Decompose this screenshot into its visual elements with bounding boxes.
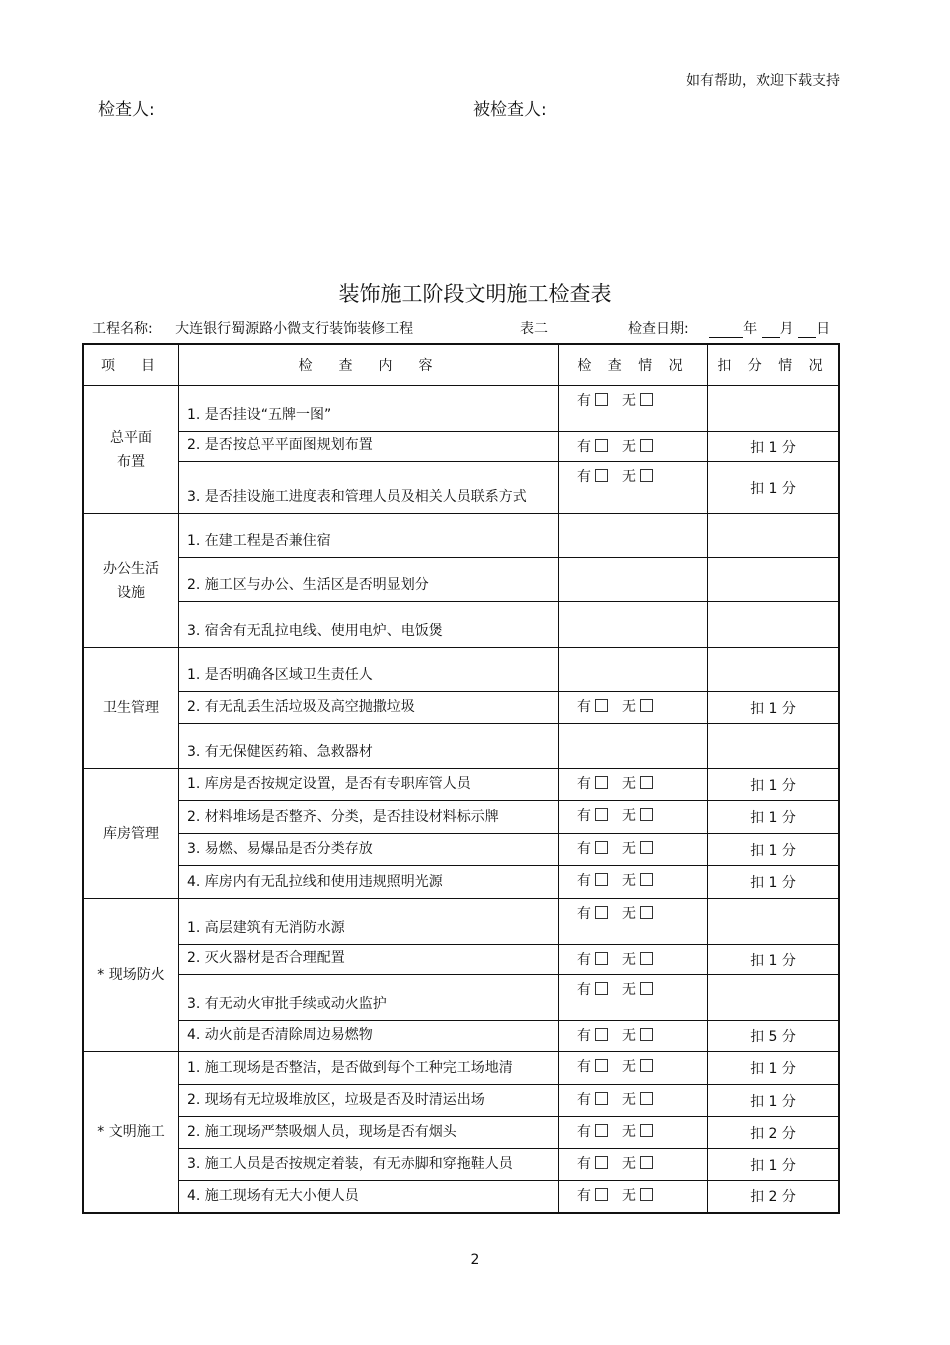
check-item: 1. 施工现场是否整洁，是否做到每个工种完工场地清 bbox=[179, 1052, 559, 1085]
deduction-cell: 扣 2 分 bbox=[708, 1117, 840, 1149]
table-row bbox=[83, 769, 839, 801]
table-row bbox=[83, 1149, 839, 1181]
no-label: 无 bbox=[622, 841, 636, 857]
yes-label: 有 bbox=[577, 1059, 591, 1075]
help-text: 如有帮助，欢迎下载支持 bbox=[686, 73, 840, 89]
no-label: 无 bbox=[622, 393, 636, 409]
check-item: 1. 是否挂设“五牌一图” bbox=[179, 386, 559, 432]
no-checkbox[interactable] bbox=[640, 393, 653, 406]
check-item: 4. 施工现场有无大小便人员 bbox=[179, 1181, 559, 1213]
yes-label: 有 bbox=[577, 439, 591, 455]
check-status-cell bbox=[559, 648, 708, 692]
deduction-cell: 扣 1 分 bbox=[708, 801, 840, 834]
page-number: 2 bbox=[470, 1252, 480, 1268]
check-item: 2. 有无乱丢生活垃圾及高空抛撒垃圾 bbox=[179, 692, 559, 724]
table-row bbox=[83, 462, 839, 514]
table-row bbox=[83, 386, 839, 432]
project-name: 大连银行蜀源路小微支行装饰装修工程 bbox=[175, 321, 414, 337]
yes-checkbox[interactable] bbox=[595, 469, 608, 482]
check-status-cell bbox=[559, 1052, 708, 1085]
no-label: 无 bbox=[622, 1059, 636, 1075]
yes-label: 有 bbox=[577, 841, 591, 857]
inspection-table bbox=[82, 343, 840, 1214]
no-label: 无 bbox=[622, 699, 636, 715]
check-item: 1. 是否明确各区域卫生责任人 bbox=[179, 648, 559, 692]
check-status-cell bbox=[559, 1085, 708, 1117]
deduction-cell: 扣 1 分 bbox=[708, 432, 840, 462]
no-checkbox[interactable] bbox=[640, 1028, 653, 1041]
table-body bbox=[83, 386, 839, 1213]
yes-label: 有 bbox=[577, 1188, 591, 1204]
project-label: 工程名称: bbox=[92, 321, 153, 337]
table-row bbox=[83, 692, 839, 724]
check-item: 1. 高层建筑有无消防水源 bbox=[179, 899, 559, 945]
no-label: 无 bbox=[622, 1092, 636, 1108]
deduction-cell: 扣 2 分 bbox=[708, 1181, 840, 1213]
yes-checkbox[interactable] bbox=[595, 1028, 608, 1041]
table-row bbox=[83, 602, 839, 648]
yes-label: 有 bbox=[577, 906, 591, 922]
deduction-cell: 扣 1 分 bbox=[708, 834, 840, 866]
check-status-cell bbox=[559, 462, 708, 514]
table-row bbox=[83, 801, 839, 834]
category-cell: 库房管理 bbox=[83, 769, 179, 899]
check-item: 3. 是否挂设施工进度表和管理人员及相关人员联系方式 bbox=[179, 462, 559, 514]
inspection-date bbox=[628, 318, 830, 338]
yes-label: 有 bbox=[577, 1028, 591, 1044]
no-checkbox[interactable] bbox=[640, 841, 653, 854]
check-status-cell bbox=[559, 724, 708, 769]
deduction-cell bbox=[708, 602, 840, 648]
col-header-item: 项 目 bbox=[83, 344, 179, 386]
check-item: 2. 灭火器材是否合理配置 bbox=[179, 945, 559, 975]
no-checkbox[interactable] bbox=[640, 982, 653, 995]
yes-checkbox[interactable] bbox=[595, 841, 608, 854]
check-item: 2. 是否按总平平面图规划布置 bbox=[179, 432, 559, 462]
yes-checkbox[interactable] bbox=[595, 439, 608, 452]
yes-checkbox[interactable] bbox=[595, 699, 608, 712]
check-status-cell bbox=[559, 1117, 708, 1149]
check-item: 4. 动火前是否清除周边易燃物 bbox=[179, 1021, 559, 1052]
check-status-cell bbox=[559, 432, 708, 462]
yes-checkbox[interactable] bbox=[595, 393, 608, 406]
category-cell: * 现场防火 bbox=[83, 899, 179, 1052]
col-header-deduct: 扣 分 情 况 bbox=[708, 344, 840, 386]
no-checkbox[interactable] bbox=[640, 1059, 653, 1072]
table-row bbox=[83, 1117, 839, 1149]
year-blank bbox=[709, 323, 743, 338]
table-row bbox=[83, 514, 839, 558]
header-row bbox=[83, 344, 839, 386]
deduction-cell bbox=[708, 899, 840, 945]
date-label: 检查日期: bbox=[628, 321, 689, 337]
yes-label: 有 bbox=[577, 393, 591, 409]
yes-checkbox[interactable] bbox=[595, 1124, 608, 1137]
deduction-cell bbox=[708, 724, 840, 769]
deduction-cell: 扣 1 分 bbox=[708, 769, 840, 801]
check-item: 2. 施工现场严禁吸烟人员，现场是否有烟头 bbox=[179, 1117, 559, 1149]
deduction-cell: 扣 5 分 bbox=[708, 1021, 840, 1052]
check-status-cell bbox=[559, 386, 708, 432]
check-status-cell bbox=[559, 801, 708, 834]
yes-label: 有 bbox=[577, 469, 591, 485]
deduction-cell: 扣 1 分 bbox=[708, 945, 840, 975]
check-item: 3. 宿舍有无乱拉电线、使用电炉、电饭煲 bbox=[179, 602, 559, 648]
table-number: 表二 bbox=[520, 321, 548, 337]
deduction-cell: 扣 1 分 bbox=[708, 1149, 840, 1181]
no-checkbox[interactable] bbox=[640, 1156, 653, 1169]
deduction-cell: 扣 1 分 bbox=[708, 866, 840, 899]
check-item: 2. 材料堆场是否整齐、分类，是否挂设材料标示牌 bbox=[179, 801, 559, 834]
yes-label: 有 bbox=[577, 1156, 591, 1172]
yes-label: 有 bbox=[577, 982, 591, 998]
check-status-cell bbox=[559, 1149, 708, 1181]
check-item: 3. 施工人员是否按规定着装，有无赤脚和穿拖鞋人员 bbox=[179, 1149, 559, 1181]
inspected-label: 被检查人: bbox=[473, 100, 547, 120]
check-status-cell bbox=[559, 1181, 708, 1213]
no-label: 无 bbox=[622, 808, 636, 824]
category-cell: 办公生活 设施 bbox=[83, 514, 179, 648]
no-checkbox[interactable] bbox=[640, 1092, 653, 1105]
deduction-cell bbox=[708, 558, 840, 602]
no-checkbox[interactable] bbox=[640, 469, 653, 482]
no-label: 无 bbox=[622, 1124, 636, 1140]
yes-label: 有 bbox=[577, 873, 591, 889]
yes-checkbox[interactable] bbox=[595, 1188, 608, 1201]
deduction-cell bbox=[708, 648, 840, 692]
check-item: 2. 施工区与办公、生活区是否明显划分 bbox=[179, 558, 559, 602]
table-row bbox=[83, 724, 839, 769]
no-checkbox[interactable] bbox=[640, 952, 653, 965]
month-blank bbox=[762, 323, 780, 338]
check-item: 3. 有无保健医药箱、急救器材 bbox=[179, 724, 559, 769]
no-label: 无 bbox=[622, 1188, 636, 1204]
yes-checkbox[interactable] bbox=[595, 1092, 608, 1105]
no-checkbox[interactable] bbox=[640, 808, 653, 821]
check-status-cell bbox=[559, 602, 708, 648]
check-item: 3. 易燃、易爆品是否分类存放 bbox=[179, 834, 559, 866]
inspector-label: 检查人: bbox=[98, 100, 155, 120]
page-title: 装饰施工阶段文明施工检查表 bbox=[338, 282, 612, 306]
col-header-check: 检 查 情 况 bbox=[559, 344, 708, 386]
table-row bbox=[83, 866, 839, 899]
no-label: 无 bbox=[622, 439, 636, 455]
yes-checkbox[interactable] bbox=[595, 1156, 608, 1169]
yes-label: 有 bbox=[577, 808, 591, 824]
check-status-cell bbox=[559, 866, 708, 899]
day-label: 日 bbox=[816, 321, 831, 337]
table-row bbox=[83, 648, 839, 692]
no-checkbox[interactable] bbox=[640, 1124, 653, 1137]
category-cell: 卫生管理 bbox=[83, 648, 179, 769]
check-item: 3. 有无动火审批手续或动火监护 bbox=[179, 975, 559, 1021]
no-label: 无 bbox=[622, 873, 636, 889]
yes-checkbox[interactable] bbox=[595, 906, 608, 919]
check-status-cell bbox=[559, 1021, 708, 1052]
check-status-cell bbox=[559, 514, 708, 558]
check-item: 2. 现场有无垃圾堆放区，垃圾是否及时清运出场 bbox=[179, 1085, 559, 1117]
table-row bbox=[83, 899, 839, 945]
deduction-cell: 扣 1 分 bbox=[708, 1052, 840, 1085]
check-status-cell bbox=[559, 899, 708, 945]
check-status-cell bbox=[559, 769, 708, 801]
yes-label: 有 bbox=[577, 952, 591, 968]
no-label: 无 bbox=[622, 1156, 636, 1172]
deduction-cell: 扣 1 分 bbox=[708, 692, 840, 724]
yes-label: 有 bbox=[577, 776, 591, 792]
table-row bbox=[83, 945, 839, 975]
no-label: 无 bbox=[622, 906, 636, 922]
check-item: 1. 库房是否按规定设置，是否有专职库管人员 bbox=[179, 769, 559, 801]
check-status-cell bbox=[559, 975, 708, 1021]
no-label: 无 bbox=[622, 469, 636, 485]
yes-label: 有 bbox=[577, 699, 591, 715]
no-checkbox[interactable] bbox=[640, 439, 653, 452]
yes-checkbox[interactable] bbox=[595, 1059, 608, 1072]
table-row bbox=[83, 975, 839, 1021]
yes-checkbox[interactable] bbox=[595, 952, 608, 965]
yes-checkbox[interactable] bbox=[595, 808, 608, 821]
category-cell: 总平面 布置 bbox=[83, 386, 179, 514]
check-status-cell bbox=[559, 834, 708, 866]
day-blank bbox=[798, 323, 816, 338]
yes-checkbox[interactable] bbox=[595, 982, 608, 995]
table-row bbox=[83, 1181, 839, 1213]
deduction-cell bbox=[708, 386, 840, 432]
month-label: 月 bbox=[779, 321, 794, 337]
year-label: 年 bbox=[743, 321, 758, 337]
check-item: 1. 在建工程是否兼住宿 bbox=[179, 514, 559, 558]
check-item: 4. 库房内有无乱拉线和使用违规照明光源 bbox=[179, 866, 559, 899]
table-row bbox=[83, 432, 839, 462]
deduction-cell bbox=[708, 514, 840, 558]
no-checkbox[interactable] bbox=[640, 906, 653, 919]
col-header-content: 检 查 内 容 bbox=[179, 344, 559, 386]
no-checkbox[interactable] bbox=[640, 699, 653, 712]
no-label: 无 bbox=[622, 982, 636, 998]
check-status-cell bbox=[559, 692, 708, 724]
yes-checkbox[interactable] bbox=[595, 873, 608, 886]
no-label: 无 bbox=[622, 776, 636, 792]
table-row bbox=[83, 558, 839, 602]
table-row bbox=[83, 1052, 839, 1085]
table-row bbox=[83, 1085, 839, 1117]
no-label: 无 bbox=[622, 1028, 636, 1044]
no-checkbox[interactable] bbox=[640, 776, 653, 789]
table-row bbox=[83, 834, 839, 866]
yes-checkbox[interactable] bbox=[595, 776, 608, 789]
deduction-cell: 扣 1 分 bbox=[708, 1085, 840, 1117]
yes-label: 有 bbox=[577, 1092, 591, 1108]
yes-label: 有 bbox=[577, 1124, 591, 1140]
project-info bbox=[92, 318, 413, 338]
no-checkbox[interactable] bbox=[640, 873, 653, 886]
no-checkbox[interactable] bbox=[640, 1188, 653, 1201]
check-status-cell bbox=[559, 945, 708, 975]
check-status-cell bbox=[559, 558, 708, 602]
deduction-cell: 扣 1 分 bbox=[708, 462, 840, 514]
table-row bbox=[83, 1021, 839, 1052]
category-cell: * 文明施工 bbox=[83, 1052, 179, 1213]
no-label: 无 bbox=[622, 952, 636, 968]
deduction-cell bbox=[708, 975, 840, 1021]
